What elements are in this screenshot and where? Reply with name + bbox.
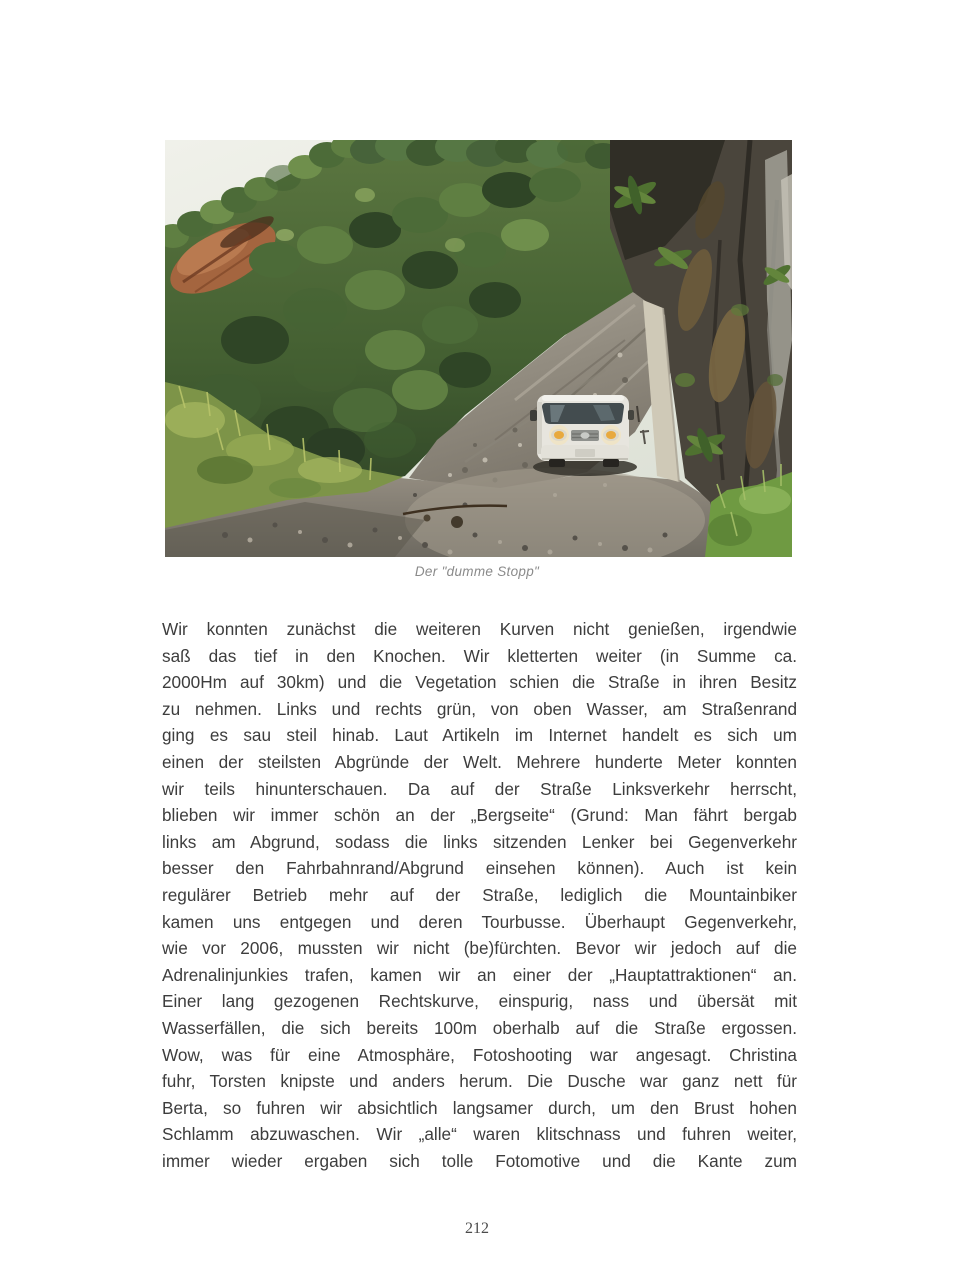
body-line: wir teils hinunterschauen. Da auf der Straße Linksverkehr herrscht,: [162, 778, 797, 799]
body-line: kamen uns entgegen und deren Tourbusse. Überhaupt Gegenverkehr,: [162, 911, 797, 932]
body-line: Wow, was für eine Atmosphäre, Fotoshooting war angesagt. Christina: [162, 1044, 797, 1065]
van-mirror-left: [530, 410, 537, 421]
van-wheel-left: [549, 459, 565, 467]
body-line: zu nehmen. Links und rechts grün, von oben Wasser, am Straßenrand: [162, 698, 797, 719]
body-line: blieben wir immer schön an der „Bergseite“ (Grund: Man fährt bergab: [162, 805, 797, 826]
body-line: Einer lang gezogenen Rechtskurve, einspurig, nass und übersät mit: [162, 991, 797, 1012]
body-line: links am Abgrund, sodass die links sitzenden Lenker bei Gegenverkehr: [162, 831, 797, 852]
death-road-van-photo: [165, 140, 792, 557]
body-line: Adrenalinjunkies trafen, kamen wir an einer der „Hauptattraktionen“ an.: [162, 964, 797, 985]
photo-caption: Der "dumme Stopp": [414, 564, 540, 579]
body-line: immer wieder ergaben sich tolle Fotomotive und die Kante zum: [162, 1150, 797, 1171]
van-wheel-right: [603, 459, 619, 467]
body-line: besser den Fahrbahnrand/Abgrund einsehen können). Auch ist kein: [162, 858, 797, 879]
body-line: Berta, so fuhren wir absichtlich langsamer durch, um den Brust hohen: [162, 1097, 797, 1118]
van-mirror-right: [628, 410, 634, 420]
body-line: ging es sau steil hinab. Laut Artikeln im Internet handelt es sich um: [162, 725, 797, 746]
body-line: wie vor 2006, mussten wir nicht (be)fürchten. Bevor wir jedoch auf die: [162, 938, 797, 959]
body-line: 2000Hm auf 30km) und die Vegetation schien die Straße in ihren Besitz: [162, 672, 797, 693]
white-van: [530, 395, 637, 476]
van-license-plate: [575, 449, 595, 457]
body-line: Schlamm abzuwaschen. Wir „alle“ waren klitschnass und fuhren weiter,: [162, 1124, 797, 1145]
page-number: 212: [465, 1220, 489, 1237]
body-line: saß das tief in den Knochen. Wir kletterten weiter (in Summe ca.: [162, 645, 797, 666]
body-line: Wir konnten zunächst die weiteren Kurven nicht genießen, irgendwie: [162, 619, 797, 639]
photo-figure: [165, 140, 792, 557]
body-text: [162, 616, 797, 1174]
body-line: regulärer Betrieb mehr auf der Straße, lediglich die Mountainbiker: [162, 884, 797, 905]
van-grille: [571, 430, 599, 441]
van-logo: [581, 432, 590, 438]
body-line: Wasserfällen, die sich bereits 100m oberhalb auf die Straße ergossen.: [162, 1017, 797, 1038]
body-line: fuhr, Torsten knipste und anders herum. Die Dusche war ganz nett für: [162, 1071, 797, 1092]
body-line: einen der steilsten Abgründe der Welt. Mehrere hunderte Meter konnten: [162, 751, 797, 772]
